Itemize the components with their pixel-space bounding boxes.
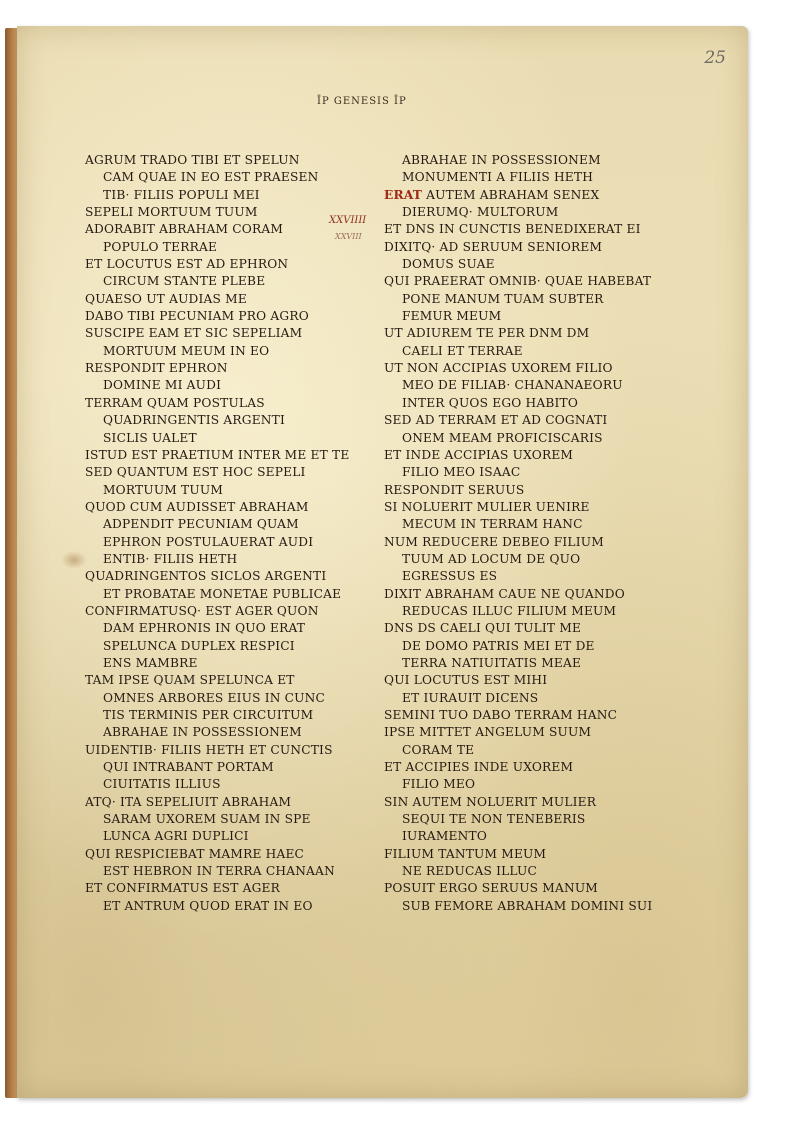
line-text: ET IURAUIT DICENS [402,690,539,705]
text-line [85,256,375,273]
text-line [384,534,654,551]
text-line [384,672,654,689]
text-line [85,672,375,689]
manuscript-page [17,26,748,1098]
text-line [384,863,654,880]
text-line [384,880,654,897]
line-text: SEPELI MORTUUM TUUM [85,205,258,220]
text-line [85,343,375,360]
margin-rubric-sub: XXVIII [335,232,362,241]
line-text: IPSE MITTET ANGELUM SUUM [384,725,592,740]
text-line [384,204,654,221]
text-line [384,846,654,863]
running-head: ĪP GENESIS ĪP [317,96,407,107]
text-line [85,880,375,897]
line-text: QUI RESPICIEBAT MAMRE HAEC [85,846,305,861]
text-line [85,620,375,637]
text-line [85,204,375,221]
line-text: NE REDUCAS ILLUC [402,864,538,879]
line-text: SI NOLUERIT MULIER UENIRE [384,499,590,514]
line-text: ATQ· ITA SEPELIUIT ABRAHAM [85,794,292,809]
line-text: SARAM UXOREM SUAM IN SPE [103,812,311,827]
line-text: TERRA NATIUITATIS MEAE [402,655,582,670]
text-line [384,412,654,429]
text-line [384,724,654,741]
line-text: QUI PRAEERAT OMNIB· QUAE HABEBAT [384,274,652,289]
text-line [384,291,654,308]
line-text: IURAMENTO [402,829,488,844]
text-line [384,638,654,655]
line-text: RESPONDIT SERUUS [384,482,525,497]
text-line [85,742,375,759]
line-text: TIB· FILIIS POPULI MEI [103,187,260,202]
text-line [85,308,375,325]
line-text: FILIUM TANTUM MEUM [384,846,547,861]
text-line [384,464,654,481]
text-line [85,482,375,499]
line-text: POSUIT ERGO SERUUS MANUM [384,881,598,896]
text-line [384,568,654,585]
text-line [85,221,375,238]
line-text: CIRCUM STANTE PLEBE [103,274,266,289]
text-line [85,794,375,811]
left-text-column [85,152,375,915]
line-text: MECUM IN TERRAM HANC [402,517,583,532]
line-text: QUI INTRABANT PORTAM [103,760,274,775]
text-line [384,360,654,377]
line-text: FILIO MEO ISAAC [402,465,521,480]
parchment-stain [61,551,87,569]
line-text: QUADRINGENTOS SICLOS ARGENTI [85,569,327,584]
line-text: ET PROBATAE MONETAE PUBLICAE [103,586,342,601]
line-text: DIXITQ· AD SERUUM SENIOREM [384,239,603,254]
line-text: INTER QUOS EGO HABITO [402,395,579,410]
line-text: ONEM MEAM PROFICISCARIS [402,430,603,445]
line-text: FEMUR MEUM [402,309,502,324]
line-text: DAM EPHRONIS IN QUO ERAT [103,621,306,636]
text-line [85,360,375,377]
text-line [85,447,375,464]
line-text: DABO TIBI PECUNIAM PRO AGRO [85,309,309,324]
text-line [85,291,375,308]
line-text: CAM QUAE IN EO EST PRAESEN [103,170,319,185]
line-text: NUM REDUCERE DEBEO FILIUM [384,534,604,549]
line-text: DOMUS SUAE [402,257,495,272]
line-text: ADPENDIT PECUNIAM QUAM [103,517,299,532]
line-text: TIS TERMINIS PER CIRCUITUM [103,708,314,722]
text-line [384,742,654,759]
line-text: ADORABIT ABRAHAM CORAM [85,222,284,237]
line-text: MORTUUM TUUM [103,482,224,497]
line-text: DIXIT ABRAHAM CAUE NE QUANDO [384,586,625,601]
line-text: DE DOMO PATRIS MEI ET DE [402,638,595,653]
text-line [85,863,375,880]
line-text: EGRESSUS ES [402,569,498,584]
text-line [85,395,375,412]
text-line [384,759,654,776]
line-text: LUNCA AGRI DUPLICI [103,829,249,844]
text-line [384,794,654,811]
line-text: CONFIRMATUSQ· EST AGER QUON [85,603,319,618]
text-line [85,187,375,204]
text-line [384,430,654,447]
line-text: FILIO MEO [402,777,476,792]
text-line [384,898,654,915]
line-text: TERRAM QUAM POSTULAS [85,395,265,410]
text-line [85,239,375,256]
line-text: SICLIS UALET [103,430,197,445]
line-text: ET ANTRUM QUOD ERAT IN EO [103,898,313,913]
text-line [85,568,375,585]
text-line [384,187,654,204]
right-text-column [384,152,654,915]
text-line [384,499,654,516]
text-line [85,273,375,290]
text-line [85,690,375,707]
line-text: AUTEM ABRAHAM SENEX [426,187,600,202]
line-text: SIN AUTEM NOLUERIT MULIER [384,794,597,809]
line-text: ET LOCUTUS EST AD EPHRON [85,257,289,272]
line-text: QUAESO UT AUDIAS ME [85,291,247,306]
line-text: ENS MAMBRE [103,655,198,670]
text-line [384,828,654,845]
text-line [384,221,654,238]
text-line [384,776,654,793]
line-text: TAM IPSE QUAM SPELUNCA ET [85,673,295,688]
line-text: SED AD TERRAM ET AD COGNATI [384,413,608,428]
line-text: SUB FEMORE ABRAHAM DOMINI SUI [402,898,653,913]
line-text: QUOD CUM AUDISSET ABRAHAM [85,499,309,514]
text-line [85,464,375,481]
folio-number: 25 [704,48,726,68]
text-line [384,811,654,828]
text-line [384,482,654,499]
text-line [384,343,654,360]
line-text: EPHRON POSTULAUERAT AUDI [103,534,314,549]
text-line [85,430,375,447]
text-line [384,395,654,412]
text-line [85,603,375,620]
line-text: CIUITATIS ILLIUS [103,777,221,792]
text-line [384,256,654,273]
line-text: MORTUUM MEUM IN EO [103,343,270,358]
line-text: UIDENTIB· FILIIS HETH ET CUNCTIS [85,742,333,757]
text-line [384,551,654,568]
text-line [85,638,375,655]
line-text: RESPONDIT EPHRON [85,361,228,376]
line-text: CAELI ET TERRAE [402,343,523,358]
text-line [384,152,654,169]
text-line [384,586,654,603]
line-text: EST HEBRON IN TERRA CHANAAN [103,864,335,879]
text-line [384,516,654,533]
text-line [384,239,654,256]
line-text: REDUCAS ILLUC FILIUM MEUM [402,603,617,618]
line-text: PONE MANUM TUAM SUBTER [402,291,604,306]
line-text: SUSCIPE EAM ET SIC SEPELIAM [85,326,303,341]
text-line [85,811,375,828]
line-text: CORAM TE [402,742,475,757]
text-line [85,724,375,741]
line-text: ISTUD EST PRAETIUM INTER ME ET TE [85,447,350,462]
line-text: MONUMENTI A FILIIS HETH [402,170,594,185]
text-line [384,447,654,464]
line-text: DOMINE MI AUDI [103,378,222,393]
line-text: DIERUMQ· MULTORUM [402,205,559,220]
text-line [384,169,654,186]
line-text: DNS DS CAELI QUI TULIT ME [384,621,582,636]
text-line [85,152,375,169]
text-line [384,620,654,637]
text-line [85,707,375,724]
line-text: ET ACCIPIES INDE UXOREM [384,760,574,775]
line-text: UT ADIUREM TE PER DNM DM [384,326,590,341]
line-text: ET INDE ACCIPIAS UXOREM [384,447,574,462]
text-line [384,273,654,290]
line-text: SED QUANTUM EST HOC SEPELI [85,465,306,480]
line-text: OMNES ARBORES EIUS IN CUNC [103,690,326,705]
text-line [384,308,654,325]
text-line [85,776,375,793]
text-line [85,325,375,342]
text-line [85,499,375,516]
text-line [85,534,375,551]
rubricated-word: ERAT [384,187,423,202]
line-text: SEQUI TE NON TENEBERIS [402,812,586,827]
text-line [85,898,375,915]
text-line [384,707,654,724]
line-text: MEO DE FILIAB· CHANANAEORU [402,378,623,393]
text-line [85,516,375,533]
line-text: ABRAHAE IN POSSESSIONEM [402,153,601,167]
margin-rubric-number: XXVIIII [329,215,367,226]
line-text: TUUM AD LOCUM DE QUO [402,551,581,566]
line-text: ABRAHAE IN POSSESSIONEM [103,725,302,740]
text-line [85,759,375,776]
line-text: POPULO TERRAE [103,239,218,254]
text-line [85,412,375,429]
line-text: SEMINI TUO DABO TERRAM HANC [384,708,618,722]
text-line [85,846,375,863]
line-text: AGRUM TRADO TIBI ET SPELUN [85,153,300,167]
text-line [85,551,375,568]
line-text: ET CONFIRMATUS EST AGER [85,881,281,896]
line-text: SPELUNCA DUPLEX RESPICI [103,638,295,653]
line-text: ENTIB· FILIIS HETH [103,551,238,566]
line-text: UT NON ACCIPIAS UXOREM FILIO [384,361,613,376]
text-line [85,377,375,394]
line-text: ET DNS IN CUNCTIS BENEDIXERAT EI [384,222,641,237]
text-line [384,377,654,394]
text-line [384,603,654,620]
text-line [384,325,654,342]
line-text: QUI LOCUTUS EST MIHI [384,673,548,688]
text-line [85,828,375,845]
text-line [85,655,375,672]
text-line [85,169,375,186]
text-line [85,586,375,603]
text-line [384,655,654,672]
text-line [384,690,654,707]
line-text: QUADRINGENTIS ARGENTI [103,413,285,428]
